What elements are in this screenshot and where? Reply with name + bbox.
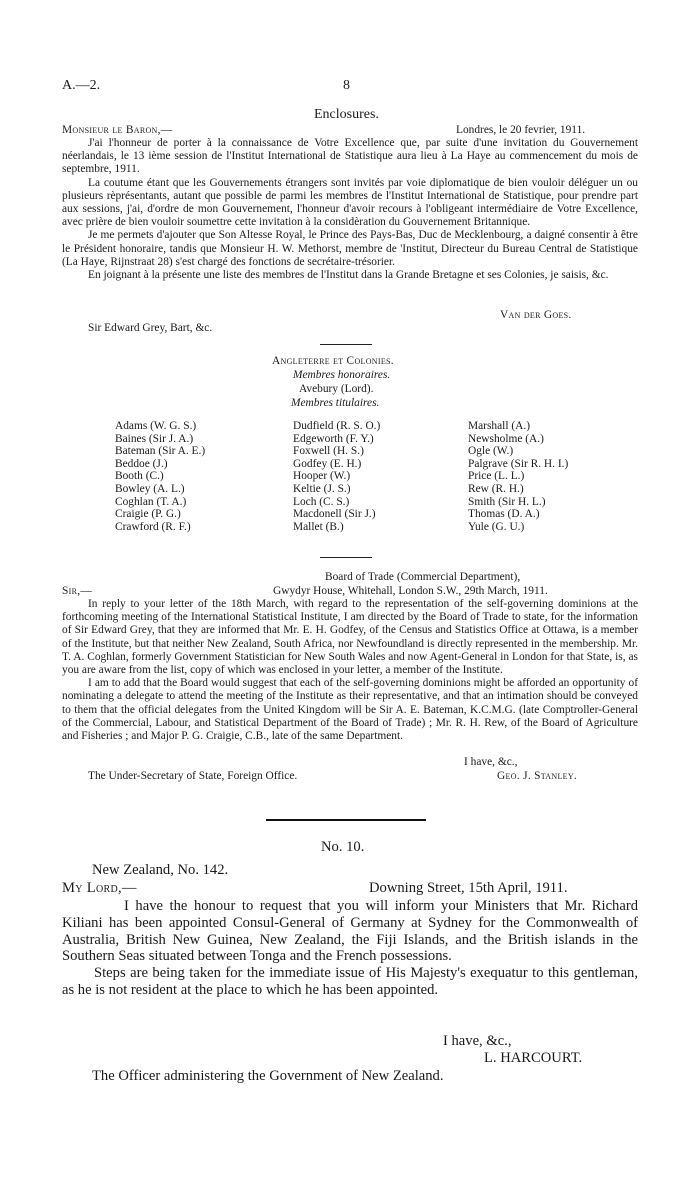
member-name: Palgrave (Sir R. H. I.) (468, 457, 569, 470)
member-name: Smith (Sir H. L.) (468, 495, 546, 508)
member-name: Marshall (A.) (468, 420, 530, 432)
member-name: Bowley (A. L.) (115, 482, 185, 495)
letter-place-date: Londres, le 20 fevrier, 1911. (456, 124, 586, 136)
paragraph: I am to add that the Board would suggest that each of the self-governing dominions might be afforded an opportunity of nominating a delegate to attend the meeting of the Institute as their representative, and that an intimation should be conveyed to them that the official delegates from the United Kingdom will be Sir A. E. Bateman, K.C.M.G. (late Comptroller-General of the Commercial, Labour, and Statistical Department of the Board of Trade) ; Mr. R. H. Rew, of the Board of Agriculture and Fisheries ; and Major P. G. Craigie, C.B., late of the same Department. (62, 677, 638, 743)
paragraph: Steps are being taken for the immediate issue of His Majesty's exequatur to this gentleman, as he is not resident at the place to which he has been appointed. (62, 965, 638, 998)
member-name: Booth (C.) (115, 470, 164, 483)
board-letter-salutation: Sir,— (62, 585, 93, 597)
members-column-3 (468, 420, 568, 533)
document-number: No. 10. (321, 839, 365, 855)
despatch-reference: New Zealand, No. 142. (92, 862, 229, 878)
document-reference: A.—2. (62, 78, 101, 93)
letter-salutation: Monsieur le Baron,— (62, 124, 173, 136)
member-name: Godfey (E. H.) (293, 457, 362, 470)
titular-members-heading: Membres titulaires. (291, 397, 380, 409)
member-name: Baines (Sir J. A.) (115, 432, 194, 445)
despatch-salutation: My Lord,— (62, 880, 137, 896)
member-name: Ogle (W.) (468, 445, 514, 458)
member-name: Loch (C. S.) (293, 495, 350, 508)
board-letter-closing: I have, &c., (464, 756, 518, 768)
member-name: Foxwell (H. S.) (293, 445, 364, 458)
members-column-2 (293, 420, 380, 533)
member-name: Beddoe (J.) (115, 457, 168, 470)
board-letter-signature: Geo. J. Stanley. (497, 770, 578, 782)
enclosure-letter-body (62, 137, 638, 282)
despatch-address-date: Downing Street, 15th April, 1911. (369, 880, 568, 896)
member-name: Coghlan (T. A.) (115, 495, 187, 508)
member-name: Crawford (R. F.) (115, 520, 191, 533)
divider (320, 557, 372, 558)
page-number: 8 (343, 78, 350, 93)
member-name: Keltie (J. S.) (293, 482, 351, 495)
paragraph: In reply to your letter of the 18th March, with regard to the representation of the self-governing dominions at the forthcoming meeting of the International Statistical Institute, I am directed by the Board of Trade to state, for the information of Sir Edward Grey, that they are informed that Mr. E. H. Godfey, of the Census and Statistics Office at Ottawa, is a member of the Institute, but that neither New Zealand, South Africa, nor Newfoundland is directly represented in the membership. Mr. T. A. Coghlan, formerly Government Statistician for New South Wales and now Agent-General in London for that State, is, as you are aware from the list, copy of which was enclosed in your letter, a member of the Institute. (62, 598, 638, 677)
letter-addressee: Sir Edward Grey, Bart, &c. (88, 322, 213, 334)
member-name: Bateman (Sir A. E.) (115, 445, 206, 458)
paragraph: I have the honour to request that you will inform your Ministers that Mr. Richard Kiliani has been appointed Consul-General of Germany at Sydney for the Commonwealth of Australia, British New Guinea, New Zealand, the Fiji Islands, and the British islands in the Southern Seas situated between Tonga and the French possessions. (62, 898, 638, 965)
member-name: Thomas (D. A.) (468, 508, 540, 521)
members-column-1 (115, 420, 205, 533)
member-name: Hooper (W.) (293, 470, 351, 483)
paragraph: En joignant à la présente une liste des membres de l'Institut dans la Grande Bretagne et ses Colonies, je saisis, &c. (88, 269, 609, 282)
board-letter-body (62, 598, 638, 743)
member-name: Edgeworth (F. Y.) (293, 432, 374, 445)
honorary-member: Avebury (Lord). (299, 383, 374, 395)
member-name: Adams (W. G. S.) (115, 420, 197, 432)
member-name: Newsholme (A.) (468, 432, 544, 445)
despatch-signature: L. HARCOURT. (484, 1050, 583, 1066)
board-letter-addressee: The Under-Secretary of State, Foreign Office. (88, 770, 298, 782)
despatch-closing: I have, &c., (443, 1033, 512, 1049)
member-name: Dudfield (R. S. O.) (293, 420, 381, 432)
letter-signature: Van der Goes. (500, 309, 572, 321)
enclosures-title: Enclosures. (314, 107, 379, 122)
divider (320, 344, 372, 345)
board-letter-sender: Board of Trade (Commercial Department), (325, 571, 521, 583)
member-name: Craigie (P. G.) (115, 508, 181, 521)
paragraph: Je me permets d'ajouter que Son Altesse Royal, le Prince des Pays-Bas, Duc de Mecklenbourg, a daigné consentir à être le Président honoraire, tandis que Monsieur H. W. Methorst, membre de 'Institut, Directeur du Bureau Central de Statistique (La Haye, Rijnstraat 28) s'est chargé des fonctions de secrétaire-trésorier. (62, 229, 638, 268)
paragraph: La coutume étant que les Gouvernements étrangers sont invités par voie diplomatique de bien vouloir déléguer un ou plusieurs rèprésentants, autant que possible de parmi les membres de l'Institut International de Statistique, pour prendre part aux sessions, j'ai, d'ordre de mon Gouvernement, l'honneur d'avoir recours à l'obligeant intermédiaire de Votre Excellence, avec prière de bien vouloir soumettre cette invitation à la considèration du Gouvernement Britannique. (62, 176, 638, 229)
members-heading: Angleterre et Colonies. (272, 355, 394, 367)
despatch-body (62, 898, 638, 999)
member-name: Mallet (B.) (293, 520, 344, 533)
member-name: Rew (R. H.) (468, 482, 524, 495)
paragraph: J'ai l'honneur de porter à la connaissance de Votre Excellence que, par suite d'une invitation du Gouvernement néerlandais, le 13 ième session de l'Institut International de Statistique aura lieu à La Haye au commencement du mois de septembre, 1911. (62, 137, 638, 176)
member-name: Yule (G. U.) (468, 520, 525, 533)
despatch-addressee: The Officer administering the Government of New Zealand. (92, 1068, 444, 1084)
section-divider (266, 819, 426, 821)
member-name: Price (L. L.) (468, 470, 525, 483)
honorary-members-heading: Membres honoraires. (293, 369, 391, 381)
board-letter-address-date: Gwydyr House, Whitehall, London S.W., 29th March, 1911. (273, 585, 548, 597)
member-name: Macdonell (Sir J.) (293, 508, 376, 521)
